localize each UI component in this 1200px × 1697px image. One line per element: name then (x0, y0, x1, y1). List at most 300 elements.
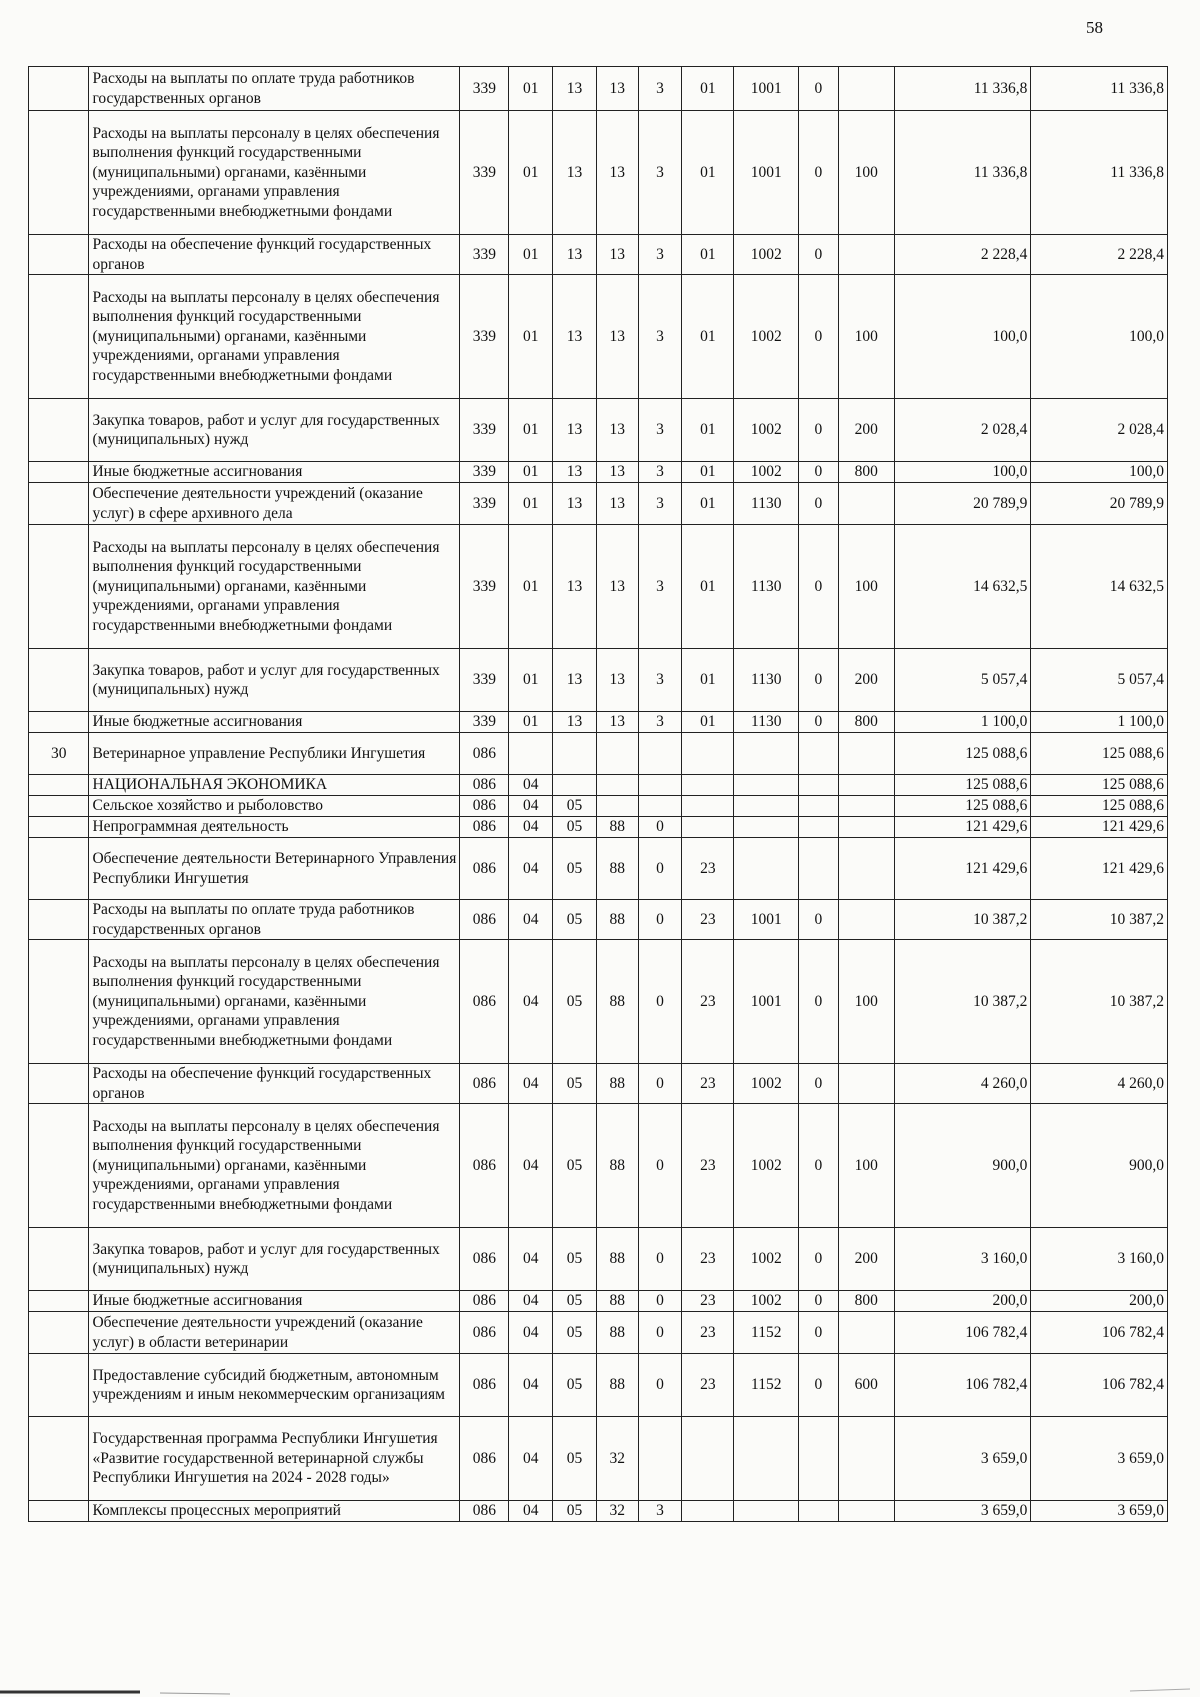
code-subsection: 05 (553, 1501, 597, 1522)
code-subsection: 13 (553, 399, 597, 462)
code-program: 13 (596, 649, 638, 712)
code-main-event: 23 (682, 940, 734, 1064)
code-subprogram: 0 (638, 1228, 682, 1291)
code-subdirection: 0 (799, 111, 839, 235)
row-name: Обеспечение деятельности Ветеринарного Управления Республики Ингушетия (89, 838, 460, 900)
code-expense-type (838, 67, 894, 111)
table-row (29, 817, 1168, 838)
code-ministry: 086 (460, 900, 509, 940)
amount-2: 125 088,6 (1031, 796, 1168, 817)
code-subdirection: 0 (799, 1291, 839, 1312)
row-number (29, 796, 89, 817)
code-subdirection: 0 (799, 525, 839, 649)
amount-1: 121 429,6 (894, 838, 1031, 900)
code-subdirection: 0 (799, 235, 839, 275)
code-expense-type (838, 1501, 894, 1522)
code-subprogram: 3 (638, 525, 682, 649)
amount-1: 2 228,4 (894, 235, 1031, 275)
row-name: НАЦИОНАЛЬНАЯ ЭКОНОМИКА (89, 775, 460, 796)
row-name: Иные бюджетные ассигнования (89, 462, 460, 483)
row-name: Расходы на выплаты по оплате труда работников государственных органов (89, 67, 460, 111)
table-row (29, 275, 1168, 399)
amount-2: 100,0 (1031, 275, 1168, 399)
code-subsection (553, 775, 597, 796)
code-section: 01 (509, 462, 553, 483)
row-number: 30 (29, 733, 89, 775)
code-subprogram (638, 1417, 682, 1501)
code-ministry: 339 (460, 649, 509, 712)
code-main-event: 23 (682, 1354, 734, 1417)
amount-1: 3 160,0 (894, 1228, 1031, 1291)
amount-1: 100,0 (894, 462, 1031, 483)
code-subsection: 13 (553, 649, 597, 712)
table-row (29, 1501, 1168, 1522)
code-subsection: 13 (553, 483, 597, 525)
row-number (29, 275, 89, 399)
row-name: Сельское хозяйство и рыболовство (89, 796, 460, 817)
row-number (29, 235, 89, 275)
code-ministry: 086 (460, 940, 509, 1064)
code-main-event: 01 (682, 649, 734, 712)
code-subprogram: 3 (638, 235, 682, 275)
amount-2: 106 782,4 (1031, 1312, 1168, 1354)
row-number (29, 1104, 89, 1228)
row-number (29, 1417, 89, 1501)
code-ministry: 086 (460, 1312, 509, 1354)
amount-2: 10 387,2 (1031, 940, 1168, 1064)
code-expense-type: 100 (838, 1104, 894, 1228)
code-direction: 1152 (734, 1312, 799, 1354)
code-subprogram: 3 (638, 483, 682, 525)
row-name: Закупка товаров, работ и услуг для государственных (муниципальных) нужд (89, 649, 460, 712)
row-name: Ветеринарное управление Республики Ингушетия (89, 733, 460, 775)
row-name: Предоставление субсидий бюджетным, автономным учреждениям и иным некоммерческим организациям (89, 1354, 460, 1417)
code-section: 04 (509, 1104, 553, 1228)
table-row (29, 775, 1168, 796)
code-main-event (682, 1501, 734, 1522)
amount-1: 125 088,6 (894, 733, 1031, 775)
row-number (29, 1501, 89, 1522)
code-subprogram: 3 (638, 111, 682, 235)
row-name: Иные бюджетные ассигнования (89, 1291, 460, 1312)
code-main-event: 23 (682, 1104, 734, 1228)
row-number (29, 1064, 89, 1104)
code-expense-type: 800 (838, 462, 894, 483)
code-main-event (682, 733, 734, 775)
code-direction: 1002 (734, 1104, 799, 1228)
amount-2: 121 429,6 (1031, 838, 1168, 900)
code-subsection: 05 (553, 940, 597, 1064)
code-direction: 1002 (734, 1228, 799, 1291)
code-subsection: 13 (553, 712, 597, 733)
code-expense-type: 800 (838, 1291, 894, 1312)
code-subprogram: 0 (638, 940, 682, 1064)
code-main-event: 01 (682, 712, 734, 733)
row-number (29, 775, 89, 796)
code-main-event (682, 817, 734, 838)
row-number (29, 838, 89, 900)
code-direction: 1152 (734, 1354, 799, 1417)
code-subsection: 05 (553, 817, 597, 838)
amount-2: 100,0 (1031, 462, 1168, 483)
code-ministry: 086 (460, 1354, 509, 1417)
code-section (509, 733, 553, 775)
table-row (29, 483, 1168, 525)
amount-1: 200,0 (894, 1291, 1031, 1312)
code-expense-type: 200 (838, 399, 894, 462)
code-ministry: 339 (460, 712, 509, 733)
amount-1: 4 260,0 (894, 1064, 1031, 1104)
table-row (29, 462, 1168, 483)
amount-1: 14 632,5 (894, 525, 1031, 649)
code-direction: 1001 (734, 940, 799, 1064)
row-name: Расходы на выплаты персоналу в целях обеспечения выполнения функций государственными (муниципальными) органами, казёнными учреждениями, органами управления государственными внебюджетными фондами (89, 275, 460, 399)
code-ministry: 086 (460, 817, 509, 838)
code-main-event (682, 775, 734, 796)
code-subsection: 05 (553, 1312, 597, 1354)
code-section: 04 (509, 1228, 553, 1291)
code-expense-type (838, 483, 894, 525)
code-subsection: 13 (553, 275, 597, 399)
code-main-event: 01 (682, 111, 734, 235)
code-section: 04 (509, 1312, 553, 1354)
code-subprogram: 3 (638, 712, 682, 733)
row-name: Расходы на выплаты персоналу в целях обеспечения выполнения функций государственными (муниципальными) органами, казёнными учреждениями, органами управления государственными внебюджетными фондами (89, 111, 460, 235)
code-subsection: 13 (553, 525, 597, 649)
code-direction: 1002 (734, 275, 799, 399)
code-expense-type (838, 1064, 894, 1104)
scan-edge-marks (0, 1637, 1200, 1697)
code-subdirection: 0 (799, 483, 839, 525)
code-program (596, 775, 638, 796)
row-name: Закупка товаров, работ и услуг для государственных (муниципальных) нужд (89, 399, 460, 462)
code-direction: 1002 (734, 1064, 799, 1104)
code-ministry: 339 (460, 483, 509, 525)
amount-2: 2 028,4 (1031, 399, 1168, 462)
code-direction: 1002 (734, 399, 799, 462)
row-number (29, 399, 89, 462)
code-main-event: 01 (682, 235, 734, 275)
code-expense-type: 200 (838, 1228, 894, 1291)
code-ministry: 086 (460, 1104, 509, 1228)
amount-2: 3 160,0 (1031, 1228, 1168, 1291)
amount-2: 125 088,6 (1031, 733, 1168, 775)
code-subsection: 05 (553, 900, 597, 940)
code-section: 04 (509, 838, 553, 900)
code-section: 01 (509, 275, 553, 399)
row-name: Закупка товаров, работ и услуг для государственных (муниципальных) нужд (89, 1228, 460, 1291)
code-main-event: 01 (682, 525, 734, 649)
amount-1: 20 789,9 (894, 483, 1031, 525)
code-main-event (682, 796, 734, 817)
code-program: 32 (596, 1417, 638, 1501)
code-main-event (682, 1417, 734, 1501)
code-subsection: 05 (553, 1064, 597, 1104)
code-subsection: 13 (553, 67, 597, 111)
row-number (29, 1312, 89, 1354)
code-subsection: 05 (553, 1228, 597, 1291)
code-subdirection (799, 817, 839, 838)
code-program: 88 (596, 1104, 638, 1228)
code-section: 01 (509, 67, 553, 111)
row-number (29, 111, 89, 235)
code-subdirection (799, 733, 839, 775)
budget-table (28, 66, 1168, 1522)
row-name: Расходы на обеспечение функций государственных органов (89, 235, 460, 275)
row-name: Иные бюджетные ассигнования (89, 712, 460, 733)
code-main-event: 23 (682, 1291, 734, 1312)
code-expense-type (838, 1312, 894, 1354)
code-program: 13 (596, 67, 638, 111)
code-expense-type (838, 775, 894, 796)
amount-2: 11 336,8 (1031, 67, 1168, 111)
code-ministry: 339 (460, 111, 509, 235)
table-row (29, 1104, 1168, 1228)
code-direction: 1130 (734, 483, 799, 525)
code-ministry: 086 (460, 1228, 509, 1291)
table-row (29, 399, 1168, 462)
row-number (29, 1228, 89, 1291)
code-subprogram (638, 775, 682, 796)
code-expense-type: 200 (838, 649, 894, 712)
amount-1: 106 782,4 (894, 1312, 1031, 1354)
code-ministry: 339 (460, 462, 509, 483)
amount-2: 2 228,4 (1031, 235, 1168, 275)
code-direction: 1002 (734, 1291, 799, 1312)
code-section: 04 (509, 1501, 553, 1522)
code-subsection (553, 733, 597, 775)
code-program: 88 (596, 817, 638, 838)
code-program (596, 796, 638, 817)
code-subsection: 05 (553, 796, 597, 817)
row-number (29, 1354, 89, 1417)
code-section: 01 (509, 111, 553, 235)
row-number (29, 67, 89, 111)
amount-2: 20 789,9 (1031, 483, 1168, 525)
code-section: 04 (509, 817, 553, 838)
code-subdirection: 0 (799, 67, 839, 111)
row-name: Комплексы процессных мероприятий (89, 1501, 460, 1522)
code-subdirection (799, 796, 839, 817)
code-subdirection (799, 1417, 839, 1501)
code-program: 13 (596, 712, 638, 733)
code-ministry: 339 (460, 275, 509, 399)
amount-1: 1 100,0 (894, 712, 1031, 733)
code-subsection: 05 (553, 1354, 597, 1417)
row-number (29, 1291, 89, 1312)
code-ministry: 339 (460, 525, 509, 649)
code-subprogram: 0 (638, 1291, 682, 1312)
code-subdirection: 0 (799, 1104, 839, 1228)
code-direction (734, 733, 799, 775)
code-section: 01 (509, 483, 553, 525)
code-expense-type: 100 (838, 111, 894, 235)
row-name: Расходы на выплаты персоналу в целях обеспечения выполнения функций государственными (муниципальными) органами, казёнными учреждениями, органами управления государственными внебюджетными фондами (89, 940, 460, 1064)
page-number: 58 (1086, 18, 1103, 37)
amount-1: 11 336,8 (894, 111, 1031, 235)
table-row (29, 796, 1168, 817)
amount-2: 3 659,0 (1031, 1417, 1168, 1501)
code-program: 88 (596, 1354, 638, 1417)
code-subprogram: 0 (638, 1064, 682, 1104)
code-subsection: 13 (553, 235, 597, 275)
amount-1: 3 659,0 (894, 1417, 1031, 1501)
code-main-event: 23 (682, 1064, 734, 1104)
code-ministry: 086 (460, 1064, 509, 1104)
code-direction (734, 775, 799, 796)
row-number (29, 462, 89, 483)
amount-2: 14 632,5 (1031, 525, 1168, 649)
code-subdirection: 0 (799, 649, 839, 712)
code-subprogram (638, 796, 682, 817)
amount-1: 100,0 (894, 275, 1031, 399)
amount-2: 10 387,2 (1031, 900, 1168, 940)
code-subdirection: 0 (799, 900, 839, 940)
row-number (29, 649, 89, 712)
code-main-event: 23 (682, 1228, 734, 1291)
amount-2: 121 429,6 (1031, 817, 1168, 838)
code-ministry: 086 (460, 733, 509, 775)
code-program: 13 (596, 462, 638, 483)
code-section: 01 (509, 399, 553, 462)
code-section: 01 (509, 712, 553, 733)
code-subdirection: 0 (799, 1064, 839, 1104)
amount-2: 3 659,0 (1031, 1501, 1168, 1522)
code-subprogram: 3 (638, 649, 682, 712)
code-direction (734, 796, 799, 817)
code-expense-type: 800 (838, 712, 894, 733)
code-subprogram: 0 (638, 900, 682, 940)
code-subdirection: 0 (799, 1312, 839, 1354)
code-direction: 1001 (734, 67, 799, 111)
code-program: 13 (596, 111, 638, 235)
amount-1: 11 336,8 (894, 67, 1031, 111)
code-ministry: 086 (460, 775, 509, 796)
code-direction: 1001 (734, 900, 799, 940)
code-subprogram: 0 (638, 1354, 682, 1417)
code-direction (734, 1501, 799, 1522)
code-main-event: 01 (682, 483, 734, 525)
code-expense-type (838, 817, 894, 838)
amount-2: 5 057,4 (1031, 649, 1168, 712)
code-section: 04 (509, 900, 553, 940)
code-ministry: 339 (460, 399, 509, 462)
code-subprogram: 0 (638, 1104, 682, 1228)
amount-1: 2 028,4 (894, 399, 1031, 462)
table-row (29, 1354, 1168, 1417)
code-direction (734, 838, 799, 900)
code-subdirection: 0 (799, 462, 839, 483)
table-row (29, 67, 1168, 111)
amount-2: 11 336,8 (1031, 111, 1168, 235)
code-main-event: 23 (682, 838, 734, 900)
row-name: Расходы на выплаты персоналу в целях обеспечения выполнения функций государственными (муниципальными) органами, казёнными учреждениями, органами управления государственными внебюджетными фондами (89, 1104, 460, 1228)
code-section: 04 (509, 1291, 553, 1312)
code-section: 01 (509, 649, 553, 712)
amount-1: 10 387,2 (894, 900, 1031, 940)
amount-1: 3 659,0 (894, 1501, 1031, 1522)
table-row (29, 838, 1168, 900)
code-subprogram: 3 (638, 67, 682, 111)
amount-2: 1 100,0 (1031, 712, 1168, 733)
code-expense-type (838, 838, 894, 900)
amount-2: 4 260,0 (1031, 1064, 1168, 1104)
code-section: 04 (509, 775, 553, 796)
table-row (29, 235, 1168, 275)
code-ministry: 339 (460, 235, 509, 275)
code-subdirection (799, 1501, 839, 1522)
code-expense-type: 100 (838, 275, 894, 399)
table-row (29, 111, 1168, 235)
code-subprogram: 0 (638, 817, 682, 838)
code-expense-type (838, 1417, 894, 1501)
code-subsection: 13 (553, 462, 597, 483)
amount-1: 10 387,2 (894, 940, 1031, 1064)
code-main-event: 23 (682, 1312, 734, 1354)
amount-1: 121 429,6 (894, 817, 1031, 838)
code-expense-type (838, 796, 894, 817)
table-row (29, 525, 1168, 649)
code-subdirection: 0 (799, 1228, 839, 1291)
code-program: 88 (596, 1312, 638, 1354)
code-program: 88 (596, 1228, 638, 1291)
code-ministry: 086 (460, 796, 509, 817)
code-subdirection (799, 775, 839, 796)
code-subdirection (799, 838, 839, 900)
code-subsection: 05 (553, 1104, 597, 1228)
code-program: 88 (596, 838, 638, 900)
code-expense-type: 100 (838, 525, 894, 649)
code-subdirection: 0 (799, 399, 839, 462)
code-main-event: 23 (682, 900, 734, 940)
amount-2: 200,0 (1031, 1291, 1168, 1312)
code-program: 13 (596, 483, 638, 525)
code-direction: 1002 (734, 235, 799, 275)
row-name: Государственная программа Республики Ингушетия «Развитие государственной ветеринарной службы Республики Ингушетия на 2024 - 2028 годы» (89, 1417, 460, 1501)
code-expense-type (838, 733, 894, 775)
code-subprogram: 3 (638, 275, 682, 399)
code-expense-type: 100 (838, 940, 894, 1064)
code-program: 13 (596, 399, 638, 462)
code-subdirection: 0 (799, 940, 839, 1064)
table-row (29, 733, 1168, 775)
code-main-event: 01 (682, 275, 734, 399)
code-subdirection: 0 (799, 275, 839, 399)
code-ministry: 086 (460, 1501, 509, 1522)
row-name: Расходы на обеспечение функций государственных органов (89, 1064, 460, 1104)
code-direction: 1002 (734, 462, 799, 483)
code-subdirection: 0 (799, 1354, 839, 1417)
code-program: 13 (596, 235, 638, 275)
code-subdirection: 0 (799, 712, 839, 733)
code-direction: 1130 (734, 712, 799, 733)
code-subsection: 05 (553, 838, 597, 900)
amount-1: 125 088,6 (894, 796, 1031, 817)
table-row (29, 1291, 1168, 1312)
code-program: 13 (596, 275, 638, 399)
code-subprogram: 3 (638, 399, 682, 462)
amount-1: 900,0 (894, 1104, 1031, 1228)
code-direction (734, 817, 799, 838)
row-name: Расходы на выплаты персоналу в целях обеспечения выполнения функций государственными (муниципальными) органами, казёнными учреждениями, органами управления государственными внебюджетными фондами (89, 525, 460, 649)
table-row (29, 1228, 1168, 1291)
row-number (29, 900, 89, 940)
code-main-event: 01 (682, 399, 734, 462)
code-direction: 1130 (734, 649, 799, 712)
code-main-event: 01 (682, 67, 734, 111)
code-direction: 1001 (734, 111, 799, 235)
row-name: Расходы на выплаты по оплате труда работников государственных органов (89, 900, 460, 940)
